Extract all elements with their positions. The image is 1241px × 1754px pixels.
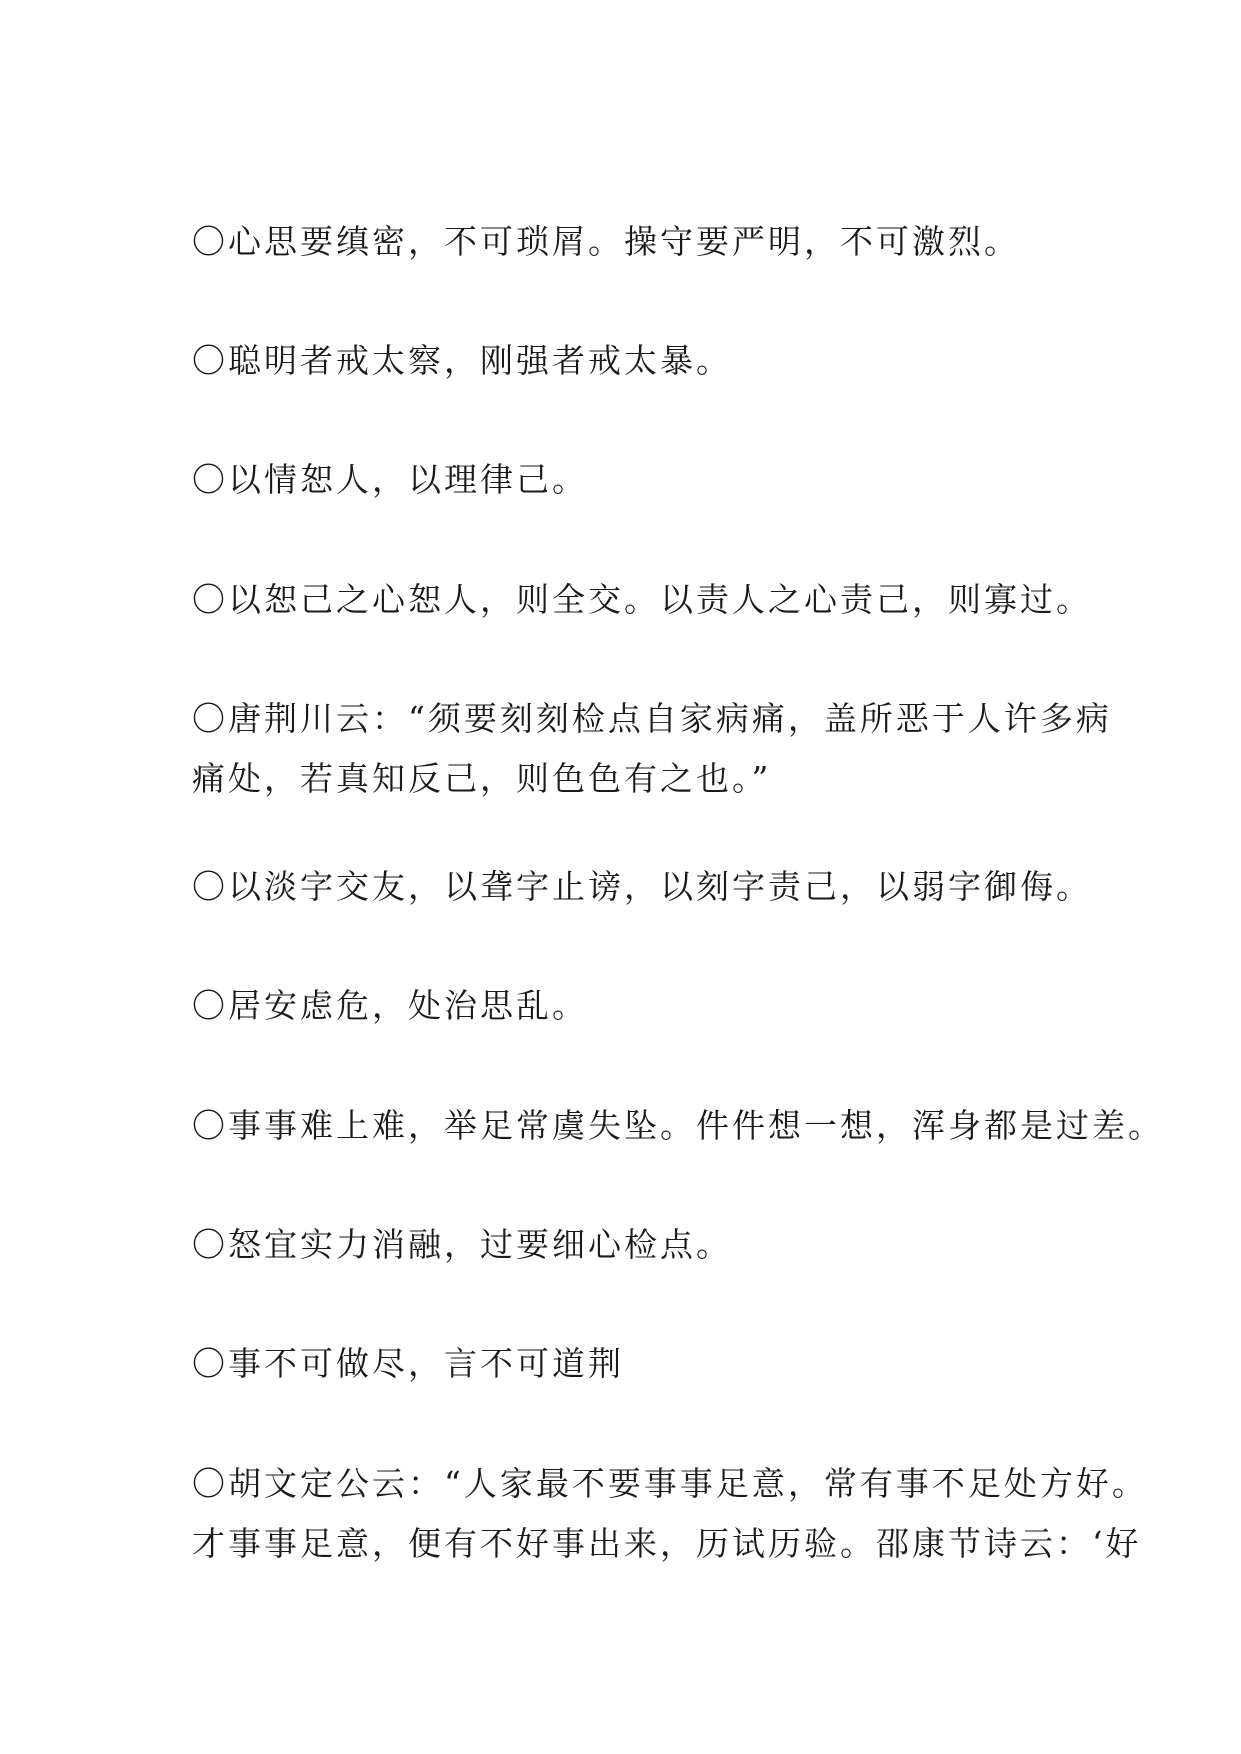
paragraph-2 — [192, 331, 1082, 391]
paragraph-line: 〇胡文定公云：“人家最不要事事足意，常有事不足处方好。 — [192, 1464, 1148, 1503]
paragraph-line: 〇以恕己之心恕人，则全交。以责人之心责己，则寡过。 — [192, 580, 1092, 619]
paragraph-11 — [192, 1454, 1148, 1574]
paragraph-7 — [192, 976, 1082, 1036]
paragraph-6 — [192, 857, 1092, 917]
paragraph-4 — [192, 570, 1092, 630]
paragraph-line: 痛处，若真知反己，则色色有之也。” — [192, 759, 772, 798]
paragraph-3 — [192, 450, 1082, 510]
paragraph-line: 〇居安虑危，处治思乱。 — [192, 986, 588, 1025]
paragraph-8 — [192, 1096, 1164, 1156]
paragraph-5 — [192, 689, 1112, 809]
paragraph-10 — [192, 1334, 1082, 1394]
paragraph-line: 〇以淡字交友，以聋字止谤，以刻字责己，以弱字御侮。 — [192, 867, 1092, 906]
paragraph-1 — [192, 212, 1082, 272]
paragraph-line: 才事事足意，便有不好事出来，历试历验。邵康节诗云：‘好 — [192, 1524, 1142, 1563]
paragraph-line: 〇聪明者戒太察，刚强者戒太暴。 — [192, 341, 732, 380]
paragraph-line: 〇事事难上难，举足常虞失坠。件件想一想，浑身都是过差。 — [192, 1106, 1164, 1145]
paragraph-line: 〇以情恕人，以理律己。 — [192, 460, 588, 499]
paragraph-9 — [192, 1215, 1082, 1275]
paragraph-line: 〇事不可做尽，言不可道荆 — [192, 1344, 624, 1383]
paragraph-line: 〇怒宜实力消融，过要细心检点。 — [192, 1225, 732, 1264]
paragraph-line: 〇心思要缜密，不可琐屑。操守要严明，不可激烈。 — [192, 222, 1020, 261]
paragraph-line: 〇唐荆川云：“须要刻刻检点自家病痛，盖所恶于人许多病 — [192, 699, 1112, 738]
